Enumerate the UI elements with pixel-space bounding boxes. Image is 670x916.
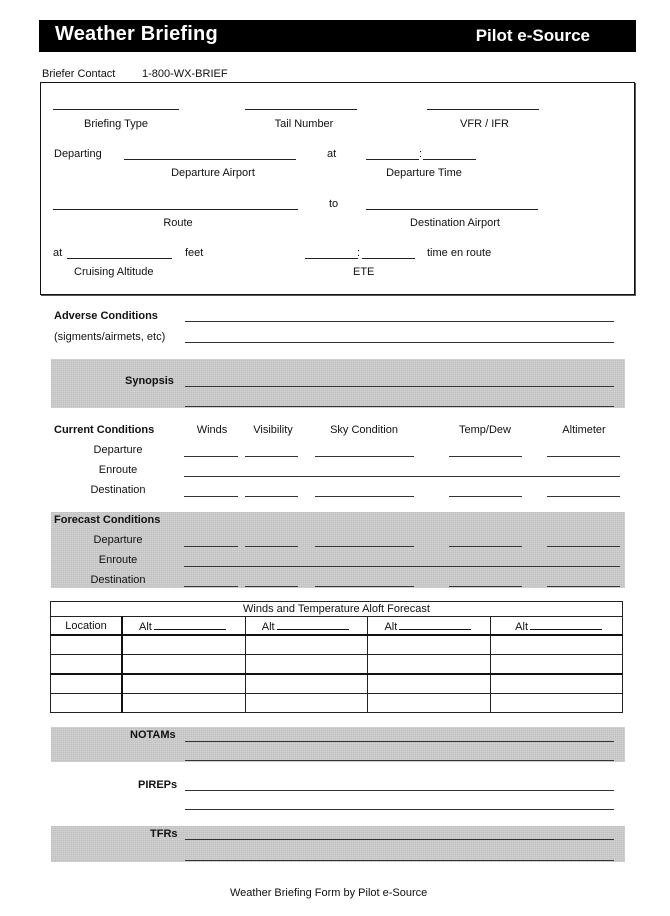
aloft-cell[interactable]: [245, 655, 368, 675]
alt-header-2[interactable]: [245, 617, 368, 636]
briefing-type-label: Briefing Type: [83, 118, 148, 130]
synopsis-label: Synopsis: [125, 375, 174, 387]
notams-line-2[interactable]: [185, 760, 614, 761]
header-bar: [39, 20, 636, 52]
aloft-cell[interactable]: [491, 694, 623, 713]
aloft-cell[interactable]: [368, 694, 491, 713]
location-cell[interactable]: [51, 655, 123, 675]
current-row-enroute: Enroute: [98, 464, 138, 476]
ete-minutes-field[interactable]: [362, 258, 415, 259]
current-departure-winds[interactable]: [184, 456, 238, 457]
current-row-departure: Departure: [93, 444, 143, 456]
alt-header-label: Alt: [384, 620, 398, 633]
forecast-row-enroute: Enroute: [98, 554, 138, 566]
route-label: Route: [163, 217, 193, 229]
col-altimeter: Altimeter: [562, 424, 606, 436]
col-sky-condition: Sky Condition: [330, 424, 398, 436]
aloft-cell[interactable]: [245, 635, 368, 655]
form-title: Weather Briefing: [55, 23, 218, 45]
adverse-conditions-sublabel: (sigments/airmets, etc): [54, 331, 166, 343]
current-departure-altimeter[interactable]: [547, 456, 620, 457]
current-destination-altimeter[interactable]: [547, 496, 620, 497]
departure-time-hours-field[interactable]: [366, 159, 419, 160]
aloft-cell[interactable]: [122, 674, 245, 694]
departure-airport-label: Departure Airport: [171, 167, 255, 179]
forecast-destination-altimeter[interactable]: [547, 586, 620, 587]
notams-label: NOTAMs: [130, 729, 176, 741]
location-cell[interactable]: [51, 674, 123, 694]
current-enroute-line[interactable]: [184, 476, 620, 477]
location-cell[interactable]: [51, 694, 123, 713]
forecast-departure-sky[interactable]: [315, 546, 414, 547]
forecast-row-destination: Destination: [90, 574, 146, 586]
forecast-row-departure: Departure: [93, 534, 143, 546]
aloft-cell[interactable]: [368, 635, 491, 655]
cruising-altitude-label: Cruising Altitude: [74, 266, 154, 278]
pireps-line-2[interactable]: [185, 809, 614, 810]
vfr-ifr-field[interactable]: [427, 109, 539, 110]
forecast-departure-altimeter[interactable]: [547, 546, 620, 547]
briefer-contact-label: Briefer Contact: [42, 68, 116, 80]
forecast-destination-temp[interactable]: [449, 586, 522, 587]
to-label: to: [329, 198, 339, 210]
aloft-cell[interactable]: [491, 674, 623, 694]
ete-hours-field[interactable]: [305, 258, 358, 259]
alt-header-label: Alt: [515, 620, 529, 633]
flight-info-box: [40, 82, 635, 295]
route-field[interactable]: [53, 209, 298, 210]
vfr-ifr-label: VFR / IFR: [460, 118, 509, 130]
adverse-conditions-line-2[interactable]: [185, 342, 614, 343]
aloft-cell[interactable]: [122, 655, 245, 675]
location-header: Location: [51, 617, 123, 636]
col-visibility: Visibility: [253, 424, 293, 436]
table-row: [51, 635, 623, 655]
current-destination-temp[interactable]: [449, 496, 522, 497]
pireps-line-1[interactable]: [185, 790, 614, 791]
briefing-type-field[interactable]: [53, 109, 179, 110]
aloft-cell[interactable]: [245, 694, 368, 713]
forecast-destination-winds[interactable]: [184, 586, 238, 587]
time-separator: :: [419, 148, 423, 160]
forecast-enroute-line[interactable]: [184, 566, 620, 567]
departure-time-label: Departure Time: [386, 167, 462, 179]
tfrs-label: TFRs: [150, 828, 178, 840]
aloft-cell[interactable]: [368, 655, 491, 675]
col-winds: Winds: [196, 424, 228, 436]
time-en-route-label: time en route: [427, 247, 492, 259]
current-row-destination: Destination: [90, 484, 146, 496]
at-label: at: [327, 148, 337, 160]
forecast-departure-temp[interactable]: [449, 546, 522, 547]
destination-airport-field[interactable]: [366, 209, 538, 210]
alt-header-label: Alt: [139, 620, 152, 633]
brand-name: Pilot e-Source: [475, 26, 590, 45]
table-row: [51, 694, 623, 713]
adverse-conditions-label: Adverse Conditions: [54, 310, 158, 322]
aloft-cell[interactable]: [122, 694, 245, 713]
location-cell[interactable]: [51, 635, 123, 655]
departure-airport-field[interactable]: [124, 159, 296, 160]
current-departure-sky[interactable]: [315, 456, 414, 457]
footer-text: Weather Briefing Form by Pilot e-Source: [230, 887, 428, 899]
current-destination-sky[interactable]: [315, 496, 414, 497]
briefer-contact-number: 1-800-WX-BRIEF: [142, 68, 228, 80]
altitude-prefix-label: at: [53, 247, 63, 259]
forecast-conditions-label: Forecast Conditions: [54, 514, 161, 526]
aloft-cell[interactable]: [368, 674, 491, 694]
col-temp-dew: Temp/Dew: [459, 424, 511, 436]
table-row: [51, 674, 623, 694]
alt-header-label: Alt: [261, 620, 275, 633]
departure-time-minutes-field[interactable]: [423, 159, 476, 160]
forecast-departure-visibility[interactable]: [245, 546, 298, 547]
current-destination-visibility[interactable]: [245, 496, 298, 497]
tfrs-line-2[interactable]: [185, 860, 614, 861]
current-departure-temp[interactable]: [449, 456, 522, 457]
current-departure-visibility[interactable]: [245, 456, 298, 457]
tail-number-label: Tail Number: [274, 118, 334, 130]
synopsis-line-1[interactable]: [185, 386, 614, 387]
aloft-cell[interactable]: [122, 635, 245, 655]
alt-1-field[interactable]: [154, 619, 226, 630]
synopsis-line-2[interactable]: [185, 406, 614, 407]
current-destination-winds[interactable]: [184, 496, 238, 497]
ete-label: ETE: [353, 266, 375, 278]
tfrs-section: [51, 826, 625, 862]
alt-header-3[interactable]: [368, 617, 491, 636]
aloft-cell[interactable]: [491, 655, 623, 675]
alt-3-field[interactable]: [399, 619, 471, 630]
adverse-conditions-line-1[interactable]: [185, 321, 614, 322]
forecast-destination-sky[interactable]: [315, 586, 414, 587]
tail-number-field[interactable]: [245, 109, 357, 110]
current-conditions-label: Current Conditions: [54, 424, 155, 436]
destination-airport-label: Destination Airport: [410, 217, 500, 229]
aloft-cell[interactable]: [245, 674, 368, 694]
pireps-label: PIREPs: [138, 779, 178, 791]
forecast-departure-winds[interactable]: [184, 546, 238, 547]
ete-separator: :: [357, 247, 361, 259]
alt-header-4[interactable]: [491, 617, 623, 636]
cruising-altitude-field[interactable]: [67, 258, 172, 259]
alt-header-1[interactable]: [122, 617, 245, 636]
feet-label: feet: [185, 247, 204, 259]
alt-2-field[interactable]: [277, 619, 349, 630]
winds-aloft-title: Winds and Temperature Aloft Forecast: [51, 602, 623, 617]
notams-line-1[interactable]: [185, 741, 614, 742]
table-row: [51, 655, 623, 675]
tfrs-line-1[interactable]: [185, 839, 614, 840]
aloft-cell[interactable]: [491, 635, 623, 655]
winds-aloft-table: [50, 601, 623, 713]
departing-label: Departing: [54, 148, 102, 160]
alt-4-field[interactable]: [530, 619, 602, 630]
forecast-destination-visibility[interactable]: [245, 586, 298, 587]
